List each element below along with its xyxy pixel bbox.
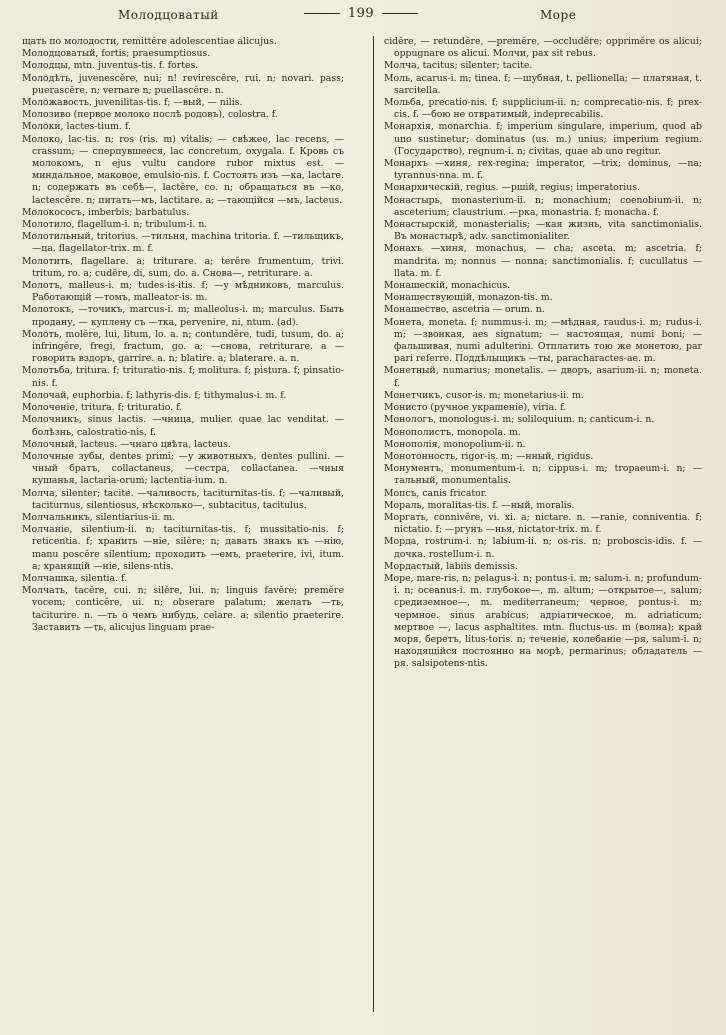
dictionary-entry: Монополистъ, monopola. m. bbox=[384, 426, 521, 438]
dictionary-entry: Монета, moneta. f; nummus-i. m; —мѣдная, raudus-i. m; rudus-i. m; —звонкая, aes signatum; — настоящая, numi boni; — фальшивая, numi adulterini. Отплатить тою же монетою, par pari referre. Поддѣлыщикъ —ты, paracharactes-ae. m. bbox=[384, 316, 702, 365]
page-header bbox=[0, 6, 726, 28]
dictionary-entry: Молочный, lacteus. —чнаго цвѣта, lacteus. bbox=[22, 438, 231, 450]
dictionary-entry: Молчашка, silentia. f. bbox=[22, 572, 128, 584]
dictionary-entry: Молотить, flagellare. a; triturare. a; terĕre frumentum, trivi. tritum, ro. a; cudĕre, di, sum, do. a. Снова—, retriturare. a. bbox=[22, 255, 344, 279]
dictionary-entry: Молоть, molĕre, lui, litum, lo. a. n; contundĕre, tudi, tusum, do. a; infringĕre, fregi, fractum, go. a; —снова, retriturare. a —говорить вздоръ, garrire. a. n; blatire. a; blaterare. a. n. bbox=[22, 328, 344, 365]
header-right-word: Море bbox=[540, 8, 577, 22]
dictionary-entry: Моложавость, juvenilitas-tis. f; —вый, — nilis. bbox=[22, 97, 243, 109]
dictionary-entry: Монополія, monopolium-ii. n. bbox=[384, 438, 526, 450]
dictionary-entry: Море, mare-ris, n; pelagus-i. n; pontus-i. m; salum-i. n; profundum-i. n; oceanus-i. m. глубокое—, m. altum; —открытое—, salum; средиземное—, m. mediterraneum; черное, pontus-i. m; чермное. sinus arabicus; адріатическое, m. adriaticum; мертвое —, lacus asphaltites. mtn. fluctus-us. m (волна); край моря, беретъ, litus-toris. n; теченіе, колебаніе —ря, salum-i. n; находящійся постоянно на морѣ, permarinus; обладатель —ря. salsipotens-ntis. bbox=[384, 572, 702, 670]
dictionary-entry: Монетный, numarius; monetalis. — дворъ, asarium-ii. n; moneta. f. bbox=[384, 365, 702, 389]
header-rule-left bbox=[304, 13, 340, 14]
dictionary-entry: Монашествующій, monazon-tis. m. bbox=[384, 292, 553, 304]
dictionary-entry: Молчать, tacĕre, cui. n; silĕre, lui. n; linguis favĕre; premĕre vocem; conticĕre, ui. n; obserare palatum; желать —ть, taciturire. n. —ть о чемъ нибудь, celare. a; silentio praeterire. Заставить —ть, alicujus linguam prae- bbox=[22, 585, 344, 633]
dictionary-entry: Монашескій, monachicus. bbox=[384, 280, 511, 292]
dictionary-entry: Мольба, precatio-nis. f; supplicium-ii. n; comprecatio-nis. f; prex-cis. f. —бою не отвратимый, indeprecabilis. bbox=[384, 97, 702, 121]
dictionary-entry: Мопсъ, canis fricator. bbox=[384, 487, 488, 499]
dictionary-entry: Молотокъ, —точикъ, marcus-i. m; malleolus-i. m; marculus. Быть продану, — куплену съ —тка, pervenire, ni, ntum. (ad). bbox=[22, 304, 344, 328]
dictionary-entry: Молчальникъ, silentiarius-ii. m. bbox=[22, 511, 176, 523]
dictionary-entry: Молочникъ, sinus lactis. —чница, mulier. quae lac venditat. — болѣзнь, calostratio-nis. f. bbox=[22, 414, 344, 438]
dictionary-entry: Молотило, flagellum-i. n; tribulum-i. n. bbox=[22, 219, 208, 231]
dictionary-entry: Монастырскій, monasterialis; —кая жизнь, vita sanctimonialis. Въ монастырѣ, adv. sanctimonialiter. bbox=[384, 219, 702, 243]
dictionary-entry: Молокососъ, imberbis; barbatulus. bbox=[22, 206, 190, 218]
dictionary-entry: Молчаніе, silentium-ii. n; taciturnitas-tis. f; mussitatio-nis. f; reticentia. f; хранить —ніе, silĕre; n; давать знакъ къ —нію, manu poscĕre silentium; проходить —емъ, praeterire, ivi, itum. a; хранящій —ніе, silens-ntis. bbox=[22, 524, 344, 572]
dictionary-entry: Молозиво (первое молоко послѣ родовъ), colostra. f. bbox=[22, 109, 278, 121]
dictionary-entry: cidĕre, — retundĕre, —premĕre, —occludĕre; opprimĕre os alicui; oppugnare os alicui. Молчи, pax sit rebus. bbox=[384, 36, 702, 60]
dictionary-entry: Молодцы, mtn. juventus-tis. f. fortes. bbox=[22, 60, 199, 72]
dictionary-entry: Мордастый, labiis demissis. bbox=[384, 560, 518, 572]
dictionary-entry: Молодцоватый, fortis; praesumptiosus. bbox=[22, 48, 211, 60]
dictionary-entry: Молча, silenter; tacite. —чаливость, taciturnitas-tis. f; —чаливый, taciturnus, silentiosus, нѣсколько—, subtacitus, tacitulus. bbox=[22, 487, 344, 511]
dictionary-entry: щать по молодости, remittĕre adolescentiae alicujus. bbox=[22, 36, 277, 47]
dictionary-entry: Молочай, euphorbia. f; lathyris-dis. f; tithymalus-i. m. f. bbox=[22, 389, 287, 401]
dictionary-entry: Монастырь, monasterium-ii. n; monachium; coenobium-ii. n; asceterium; claustrium. —рка, monastria. f; monacha. f. bbox=[384, 194, 702, 218]
dictionary-entry: Монотонность, rigor-is. m; —нный, rigidus. bbox=[384, 450, 594, 462]
dictionary-entry: Молочные зубы, dentes primi; —у животныхъ, dentes pullini. —чный братъ, collactaneus, —сестра, collactanea. —чныя кушанья, lactaria-orum; lactentia-ium. n. bbox=[22, 450, 344, 487]
header-left-word: Молодцоватый bbox=[118, 8, 219, 22]
page-number-block bbox=[296, 6, 426, 21]
dictionary-entry: Молоченіе, tritura. f; trituratio. f. bbox=[22, 402, 183, 414]
dictionary-entry: Молотьба, tritura. f; trituratio-nis. f; molitura. f; pistura. f; pinsatio-nis. f. bbox=[22, 365, 344, 389]
dictionary-entry: Монетчикъ, cusor-is. m; monetarius-ii. m. bbox=[384, 389, 584, 401]
dictionary-entry: Молотъ, malleus-i. m; tudes-is-itis. f; —у мѣдниковъ, marculus. Работающій —томъ, malleator-is. m. bbox=[22, 280, 344, 304]
dictionary-entry: Монологъ, monologus-i. m; soliloquium. n; canticum-i. n. bbox=[384, 414, 655, 426]
dictionary-entry: Моль, acarus-i. m; tinea. f; —шубная, t. pellionella; — платяная, t. sarcitella. bbox=[384, 72, 702, 96]
right-column bbox=[384, 36, 702, 671]
column-divider bbox=[373, 36, 374, 1012]
dictionary-entry: Моргать, connivĕre, vi. xi. a; nictare. n. —ranie, conniventia. f; nictatio. f; —ргунъ —нья, nictator-trix. m. f. bbox=[384, 511, 702, 536]
dictionary-entry: Мораль, moralitas-tis. f. —ный, moralis. bbox=[384, 499, 575, 511]
dictionary-entry: Монументъ, monumentum-i. n; cippus-i. m; tropaeum-i. n; —тальный, monumentalis. bbox=[384, 463, 702, 487]
page-number: 199 bbox=[347, 6, 375, 21]
dictionary-entry: Монисто (ручное украшеніе), viria. f. bbox=[384, 402, 567, 414]
dictionary-entry: Молотильный, tritorius. —тильня, machina tritoria. f. —тильщикъ,—ца. flagellator-trix. m. f. bbox=[22, 231, 344, 255]
header-rule-right bbox=[382, 13, 418, 14]
left-column bbox=[22, 36, 344, 634]
dictionary-entry: Монашество, ascetria — orum. n. bbox=[384, 304, 545, 316]
dictionary-entry: Монархія, monarchia. f; imperium singulare, imperium, quod ab uno sustinetur; dominatus (us. m.) unius; imperium regium. (Государство), regnum-i. n; civitas, quae ab uno regitur. bbox=[384, 121, 702, 157]
dictionary-entry: Молодѣть, juvenescĕre, nui; n! revirescĕre, rui. n; novari. pass; puerascĕre. n; vernare n; puellascĕre. n. bbox=[22, 72, 344, 96]
dictionary-entry: Морда, rostrum-i. n; labium-ii. n; os-ris. n; proboscis-idis. f. —дочка. rostellum-i. n. bbox=[384, 536, 702, 560]
dictionary-entry: Монархическій, regius. —ршій, regius; imperatorius. bbox=[384, 182, 640, 194]
dictionary-entry: Монахъ —хиня, monachus, — cha; asceta. m; ascetria. f; mandrita. m; nonnus — nonna; sanctimonialis. f; cucullatus — llata. m. f. bbox=[384, 243, 702, 279]
dictionary-entry: Молоки, lactes-tium. f. bbox=[22, 121, 131, 133]
dictionary-entry: Молоко, lac-tis. n; ros (ris. m) vitalis; — свѣжее, lac recens, — crassum; — сперпувшееся, lac concretum, oxygala. f. Кровь съ молокомъ, n ejus vultu candore rubor mixtus est. — миндальное, маковое, emulsio-nis. f. Состоять изъ —ка, lactare. n; содержать въ себѣ—, lactĕre, co. n; обращаться въ —ко, lactescĕre. n; питать—мъ, lactitare. a; —тающійся —мъ, lacteus. bbox=[22, 133, 344, 206]
dictionary-entry: Монархъ —хиня, rex-regina; imperator, —trix; dominus, —na; tyrannus-nna. m. f. bbox=[384, 158, 702, 182]
dictionary-entry: Молча, tacitus; silenter; tacite. bbox=[384, 60, 533, 72]
